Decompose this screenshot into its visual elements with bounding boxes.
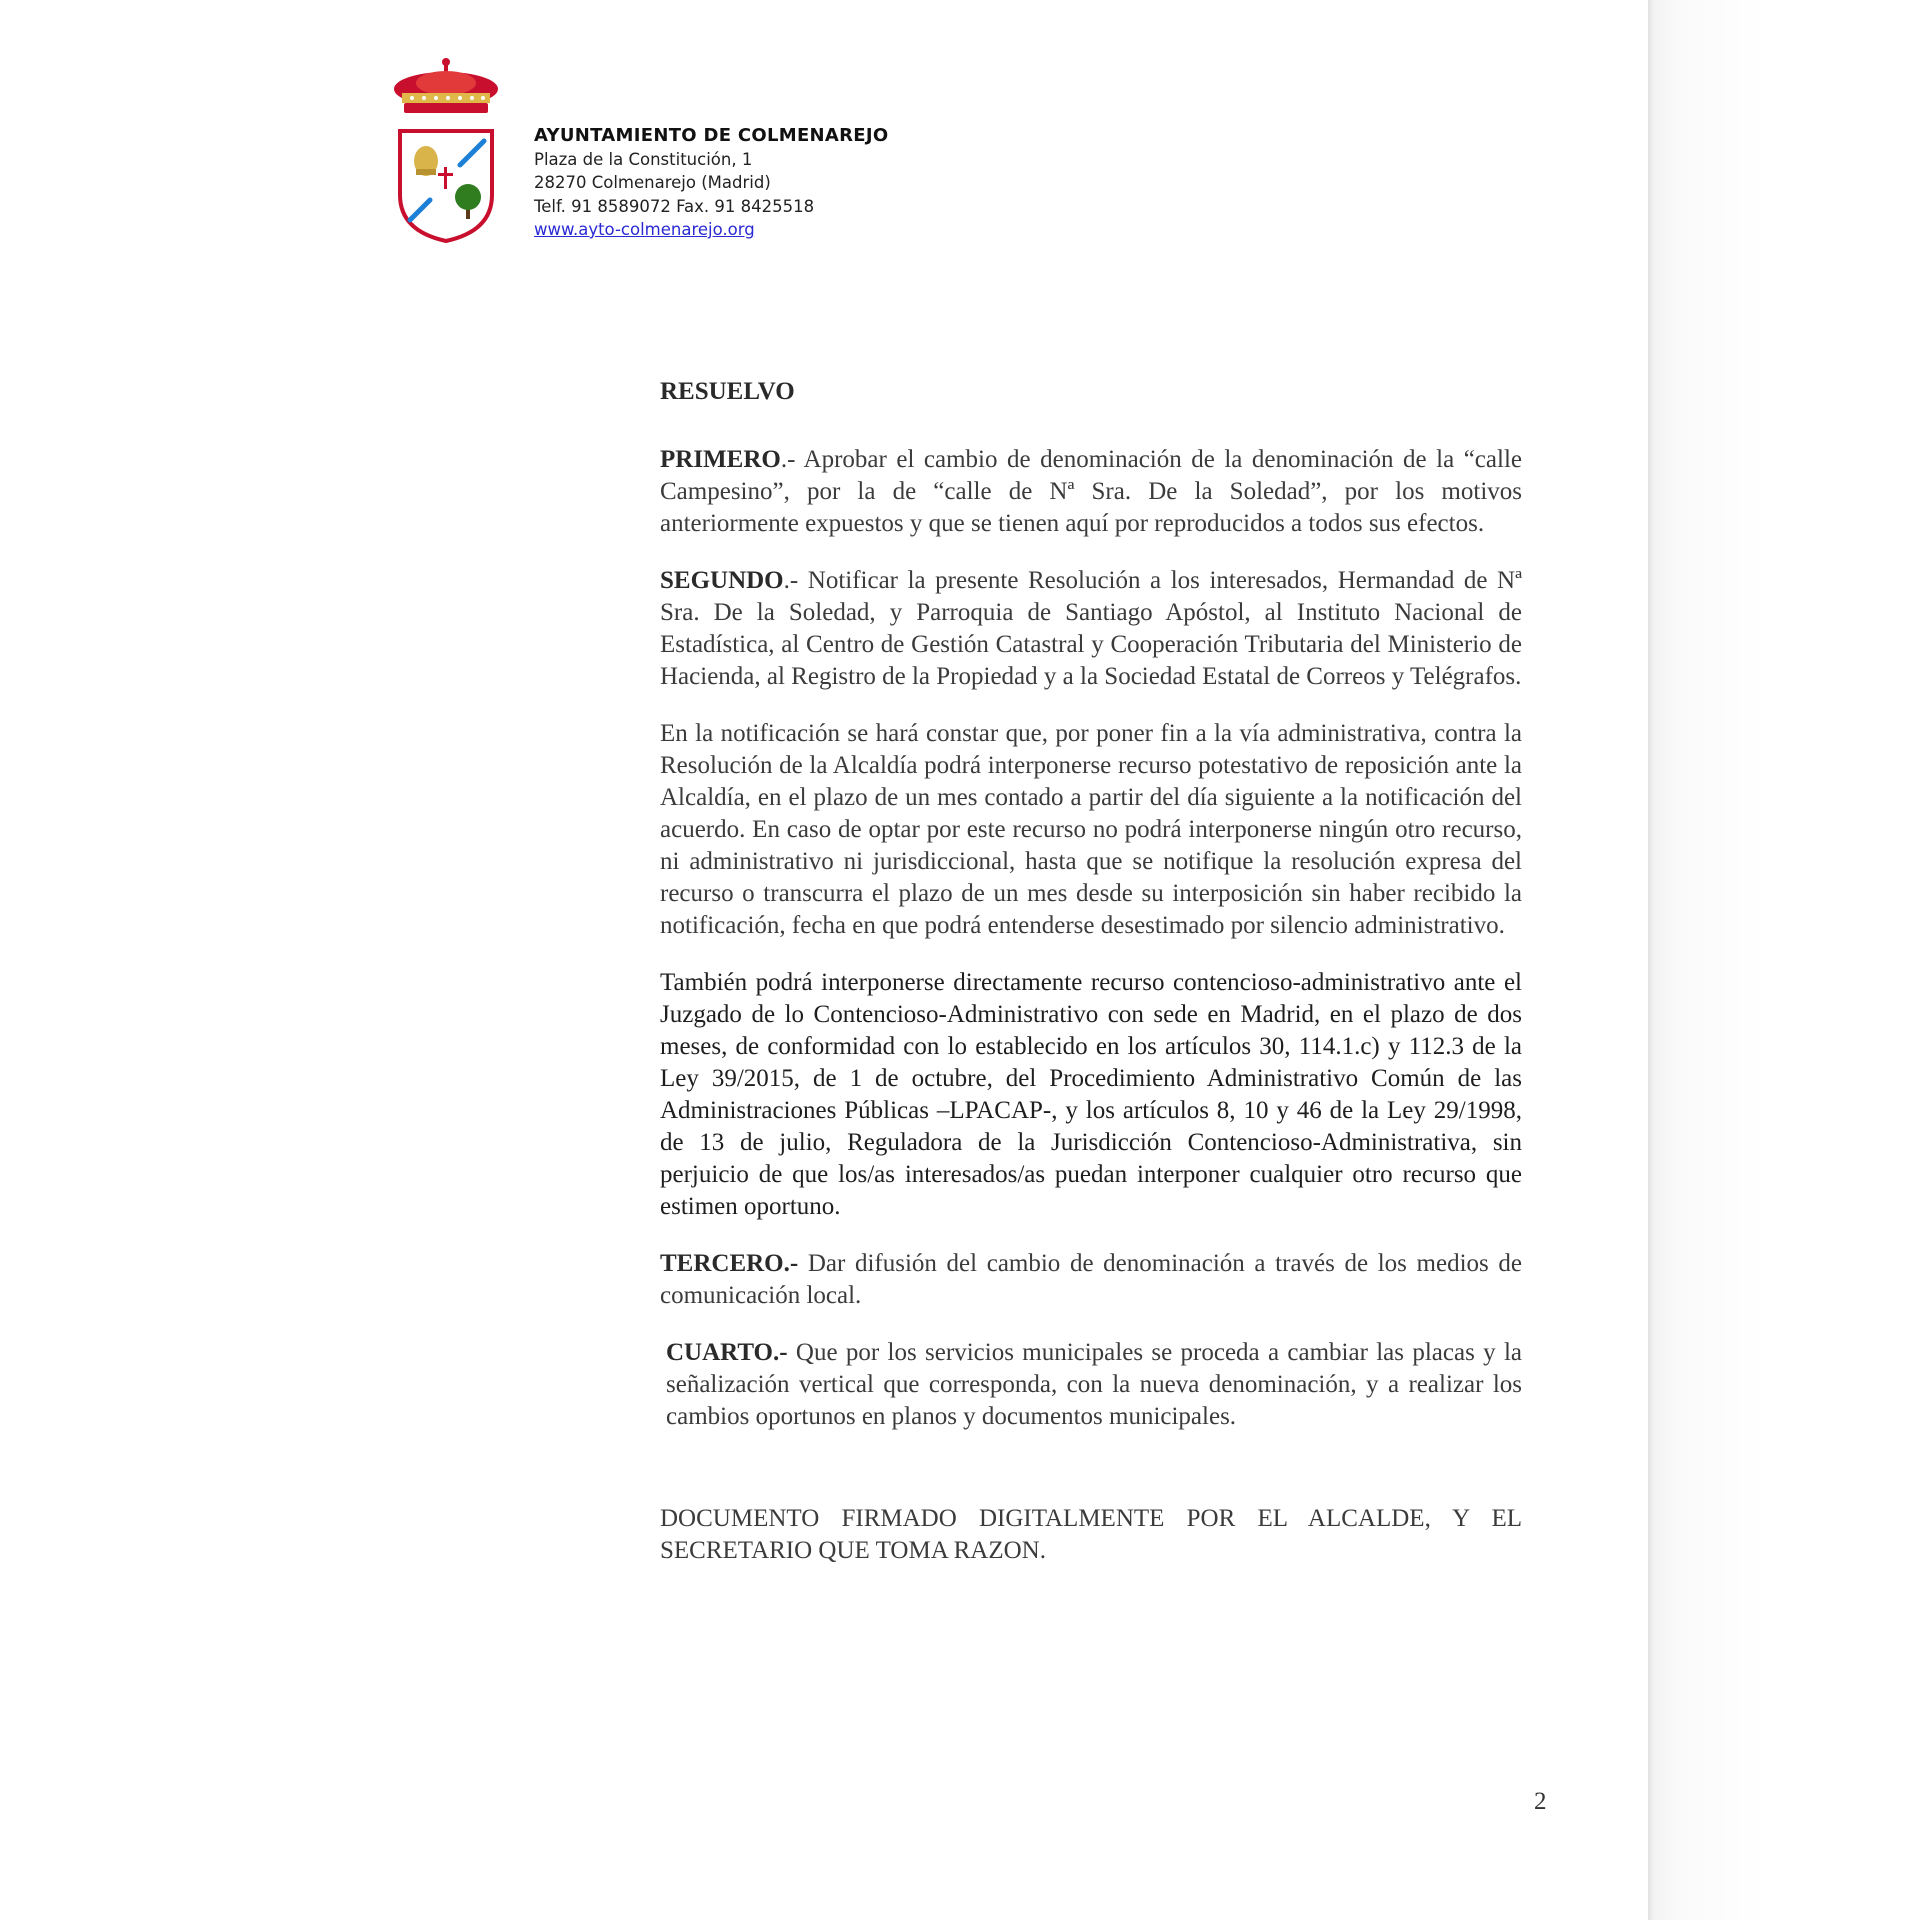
address-line: Plaza de la Constitución, 1 (534, 149, 753, 169)
clause-label-cuarto: CUARTO.- (666, 1339, 788, 1366)
blurred-adjacent-page (1648, 0, 1920, 1920)
clause-text-primero: .- Aprobar el cambio de denominación de la denominación de la “calle Campesino”, por la de “calle de Nª Sra. De la Soledad”, por los motivos anteriormente expuestos y que se tienen aquí por reproducidos a todos sus efectos. (660, 446, 1522, 537)
clause-label-primero: PRIMERO (660, 446, 781, 473)
paragraph-tercero (660, 1248, 1522, 1312)
page-number: 2 (1534, 1788, 1547, 1815)
clause-label-segundo: SEGUNDO (660, 567, 784, 594)
website-link[interactable]: www.ayto-colmenarejo.org (534, 220, 755, 239)
paragraph-cuarto (660, 1337, 1522, 1433)
paragraph-segundo (660, 565, 1522, 693)
paragraph-notificacion: En la notificación se hará constar que, por poner fin a la vía administrativa, contra la Resolución de la Alcaldía podrá interponerse recurso potestativo de reposición ante la Alcaldía, en el plazo de un mes contado a partir del día siguiente a la notificación del acuerdo. En caso de optar por este recurso no podrá interponerse ningún otro recurso, ni administrativo ni jurisdiccional, hasta que se notifique la resolución expresa del recurso o transcurra el plazo de un mes desde su interposición sin haber recibido la notificación, fecha en que podrá entenderse desestimado por silencio administrativo. (660, 720, 1522, 939)
paragraph-primero (660, 444, 1522, 540)
document-body (660, 376, 1522, 1592)
signature-note: DOCUMENTO FIRMADO DIGITALMENTE POR EL ALCALDE, Y EL SECRETARIO QUE TOMA RAZON. (660, 1505, 1522, 1564)
clause-text-cuarto: Que por los servicios municipales se proceda a cambiar las placas y la señalización vertical que corresponda, con la nueva denominación, y a realizar los cambios oportunos en planos y documentos municipales. (666, 1339, 1522, 1430)
clause-text-tercero: Dar difusión del cambio de denominación a través de los medios de comunicación local. (660, 1250, 1522, 1309)
phone-fax-line: Telf. 91 8589072 Fax. 91 8425518 (534, 196, 815, 216)
clause-text-segundo: .- Notificar la presente Resolución a los interesados, Hermandad de Nª Sra. De la Soledad, y Parroquia de Santiago Apóstol, al Instituto Nacional de Estadística, al Centro de Gestión Catastral y Cooperación Tributaria del Ministerio de Hacienda, al Registro de la Propiedad y a la Sociedad Estatal de Correos y Telégrafos. (660, 567, 1522, 690)
clause-label-tercero: TERCERO.- (660, 1250, 799, 1277)
coat-of-arms-icon (390, 55, 502, 245)
crown-icon (394, 58, 498, 113)
paragraph-recurso-contencioso: También podrá interponerse directamente recurso contencioso-administrativo ante el Juzgado de lo Contencioso-Administrativo con sede en Madrid, en el plazo de dos meses, de conformidad con lo establecido en los artículos 30, 114.1.c) y 112.3 de la Ley 39/2015, de 1 de octubre, del Procedimiento Administrativo Común de las Administraciones Públicas –LPACAP-, y los artículos 8, 10 y 46 de la Ley 29/1998, de 13 de julio, Reguladora de la Jurisdicción Contencioso-Administrativa, sin perjuicio de que los/as interesados/as puedan interponer cualquier otro recurso que estimen oportuno. (660, 969, 1522, 1220)
organization-name: AYUNTAMIENTO DE COLMENAREJO (534, 125, 889, 146)
beehive-icon (414, 146, 438, 176)
letterhead (534, 124, 889, 242)
city-line: 28270 Colmenarejo (Madrid) (534, 173, 771, 192)
section-heading: RESUELVO (660, 378, 795, 405)
